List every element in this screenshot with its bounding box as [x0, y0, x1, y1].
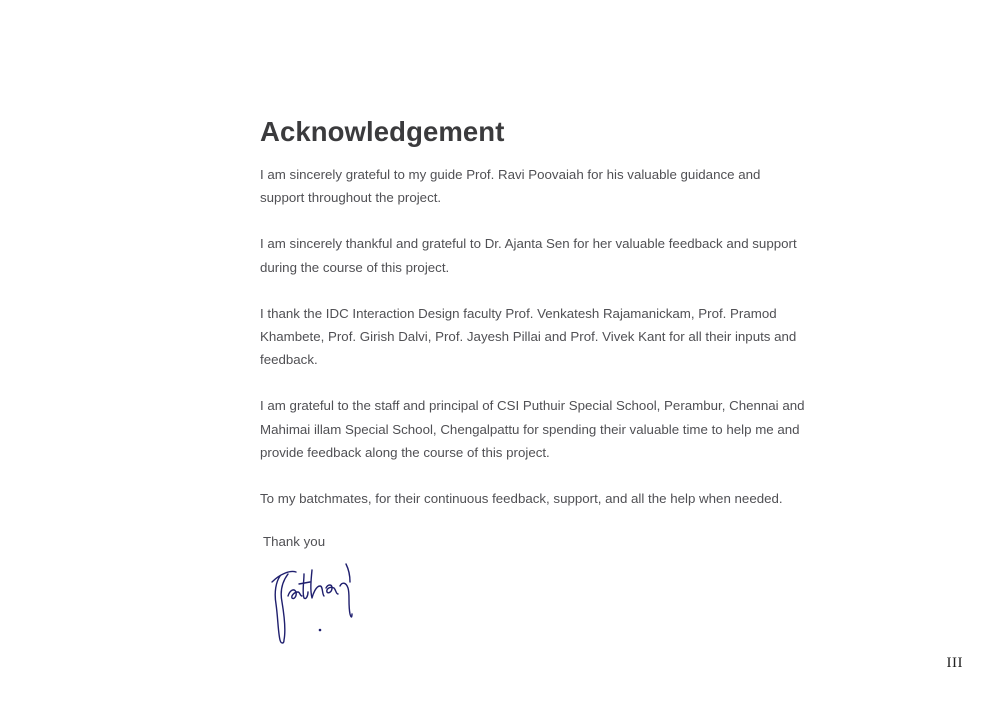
paragraph-guide: I am sincerely grateful to my guide Prof. Ravi Poovaiah for his valuable guidance and support throughout the project. — [260, 167, 761, 206]
page-title: Acknowledgement — [260, 116, 505, 147]
acknowledgement-section — [260, 114, 805, 533]
signature-image — [266, 552, 366, 652]
closing-text: Thank you — [263, 534, 326, 549]
paragraph-batchmates: To my batchmates, for their continuous feedback, support, and all the help when needed. — [260, 491, 783, 507]
paragraph-faculty: I thank the IDC Interaction Design faculty Prof. Venkatesh Rajamanickam, Prof. Pramod Khambete, Prof. Girish Dalvi, Prof. Jayesh Pillai and Prof. Vivek Kant for all their inputs and feedback. — [260, 305, 797, 368]
paragraph-feedback: I am sincerely thankful and grateful to Dr. Ajanta Sen for her valuable feedback and support during the course of this project. — [260, 236, 797, 275]
paragraph-schools: I am grateful to the staff and principal of CSI Puthuir Special School, Perambur, Chennai and Mahimai illam Special School, Chengalpattu for spending their valuable time to help me and provide feedback along the course of this project. — [260, 398, 805, 460]
page-number: III — [946, 655, 963, 671]
